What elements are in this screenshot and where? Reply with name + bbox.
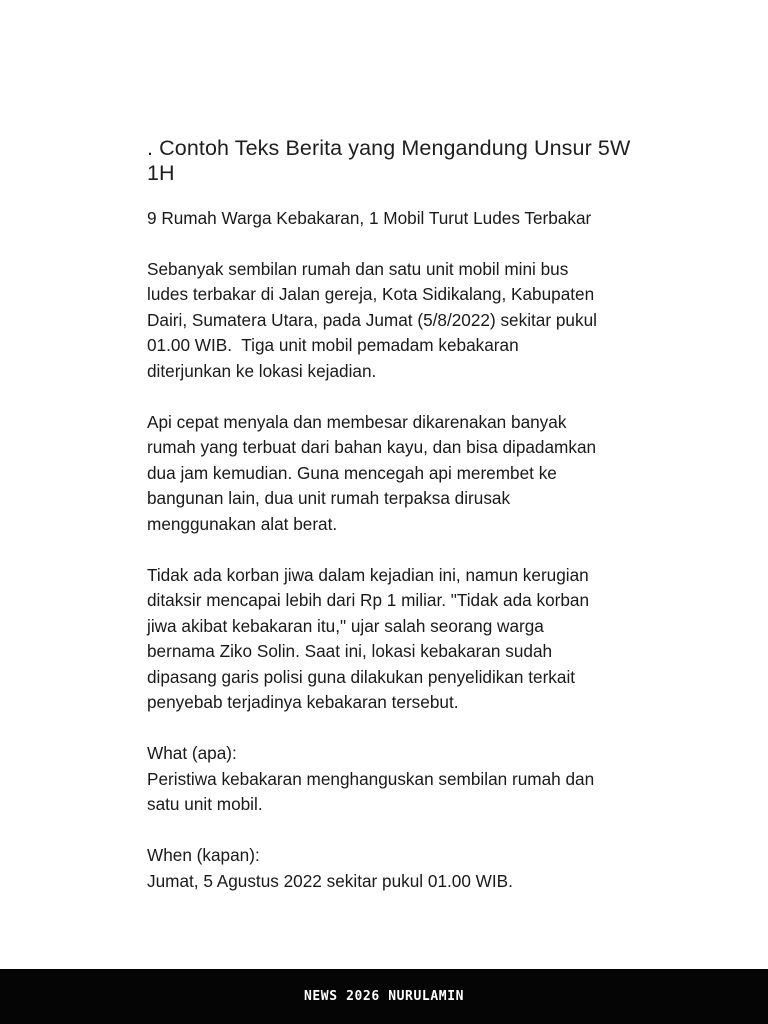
- paragraph-line: Tidak ada korban jiwa dalam kejadian ini, namun kerugian: [147, 564, 589, 585]
- news-paragraph-2: [147, 410, 667, 538]
- paragraph-line: bangunan lain, dua unit rumah terpaksa dirusak: [147, 488, 511, 508]
- paragraph-line: jiwa akibat kebakaran itu," ujar salah seorang warga: [147, 615, 544, 636]
- paragraph-line: dipasang garis polisi guna dilakukan penyelidikan terkait: [147, 666, 576, 687]
- paragraph-line: satu unit mobil.: [147, 794, 263, 814]
- paragraph-line: Api cepat menyala dan membesar dikarenakan banyak: [147, 411, 567, 432]
- paragraph-line: ludes terbakar di Jalan gereja, Kota Sidikalang, Kabupaten: [147, 284, 595, 304]
- document-title-line-1: . Contoh Teks Berita yang Mengandung Unsur 5W: [147, 136, 631, 160]
- paragraph-line: bernama Ziko Solin. Saat ini, lokasi kebakaran sudah: [147, 641, 553, 661]
- element-when-label: When (kapan):: [147, 845, 260, 865]
- paragraph-line: 01.00 WIB. Tiga unit mobil pemadam kebakaran: [147, 335, 519, 355]
- paragraph-line: Dairi, Sumatera Utara, pada Jumat (5/8/2022) sekitar pukul: [147, 309, 597, 330]
- element-when: [147, 843, 667, 894]
- element-what: [147, 741, 667, 818]
- paragraph-line: menggunakan alat berat.: [147, 513, 338, 534]
- document-title: [147, 136, 667, 186]
- paragraph-line: penyebab terjadinya kebakaran tersebut.: [147, 692, 459, 712]
- paragraph-line: rumah yang terbuat dari bahan kayu, dan bisa dipadamkan: [147, 437, 597, 457]
- news-paragraph-1: [147, 257, 667, 385]
- document-title-line-2: 1H: [147, 161, 175, 185]
- paragraph-line: diterjunkan ke lokasi kejadian.: [147, 360, 377, 381]
- footer-watermark-text: NEWS 2026 NURULAMIN: [303, 988, 465, 1004]
- paragraph-line: Peristiwa kebakaran menghanguskan sembilan rumah dan: [147, 768, 595, 789]
- news-paragraph-3: [147, 563, 667, 716]
- paragraph-line: dua jam kemudian. Guna mencegah api merembet ke: [147, 462, 557, 483]
- document-body: [147, 136, 667, 920]
- news-headline: 9 Rumah Warga Kebakaran, 1 Mobil Turut Ludes Terbakar: [147, 208, 592, 228]
- element-what-label: What (apa):: [147, 743, 237, 763]
- paragraph-line: ditaksir mencapai lebih dari Rp 1 miliar. "Tidak ada korban: [147, 590, 590, 610]
- paragraph-line: Jumat, 5 Agustus 2022 sekitar pukul 01.00 WIB.: [147, 870, 513, 891]
- paragraph-line: Sebanyak sembilan rumah dan satu unit mobil mini bus: [147, 258, 569, 279]
- footer-bar: [0, 969, 768, 1024]
